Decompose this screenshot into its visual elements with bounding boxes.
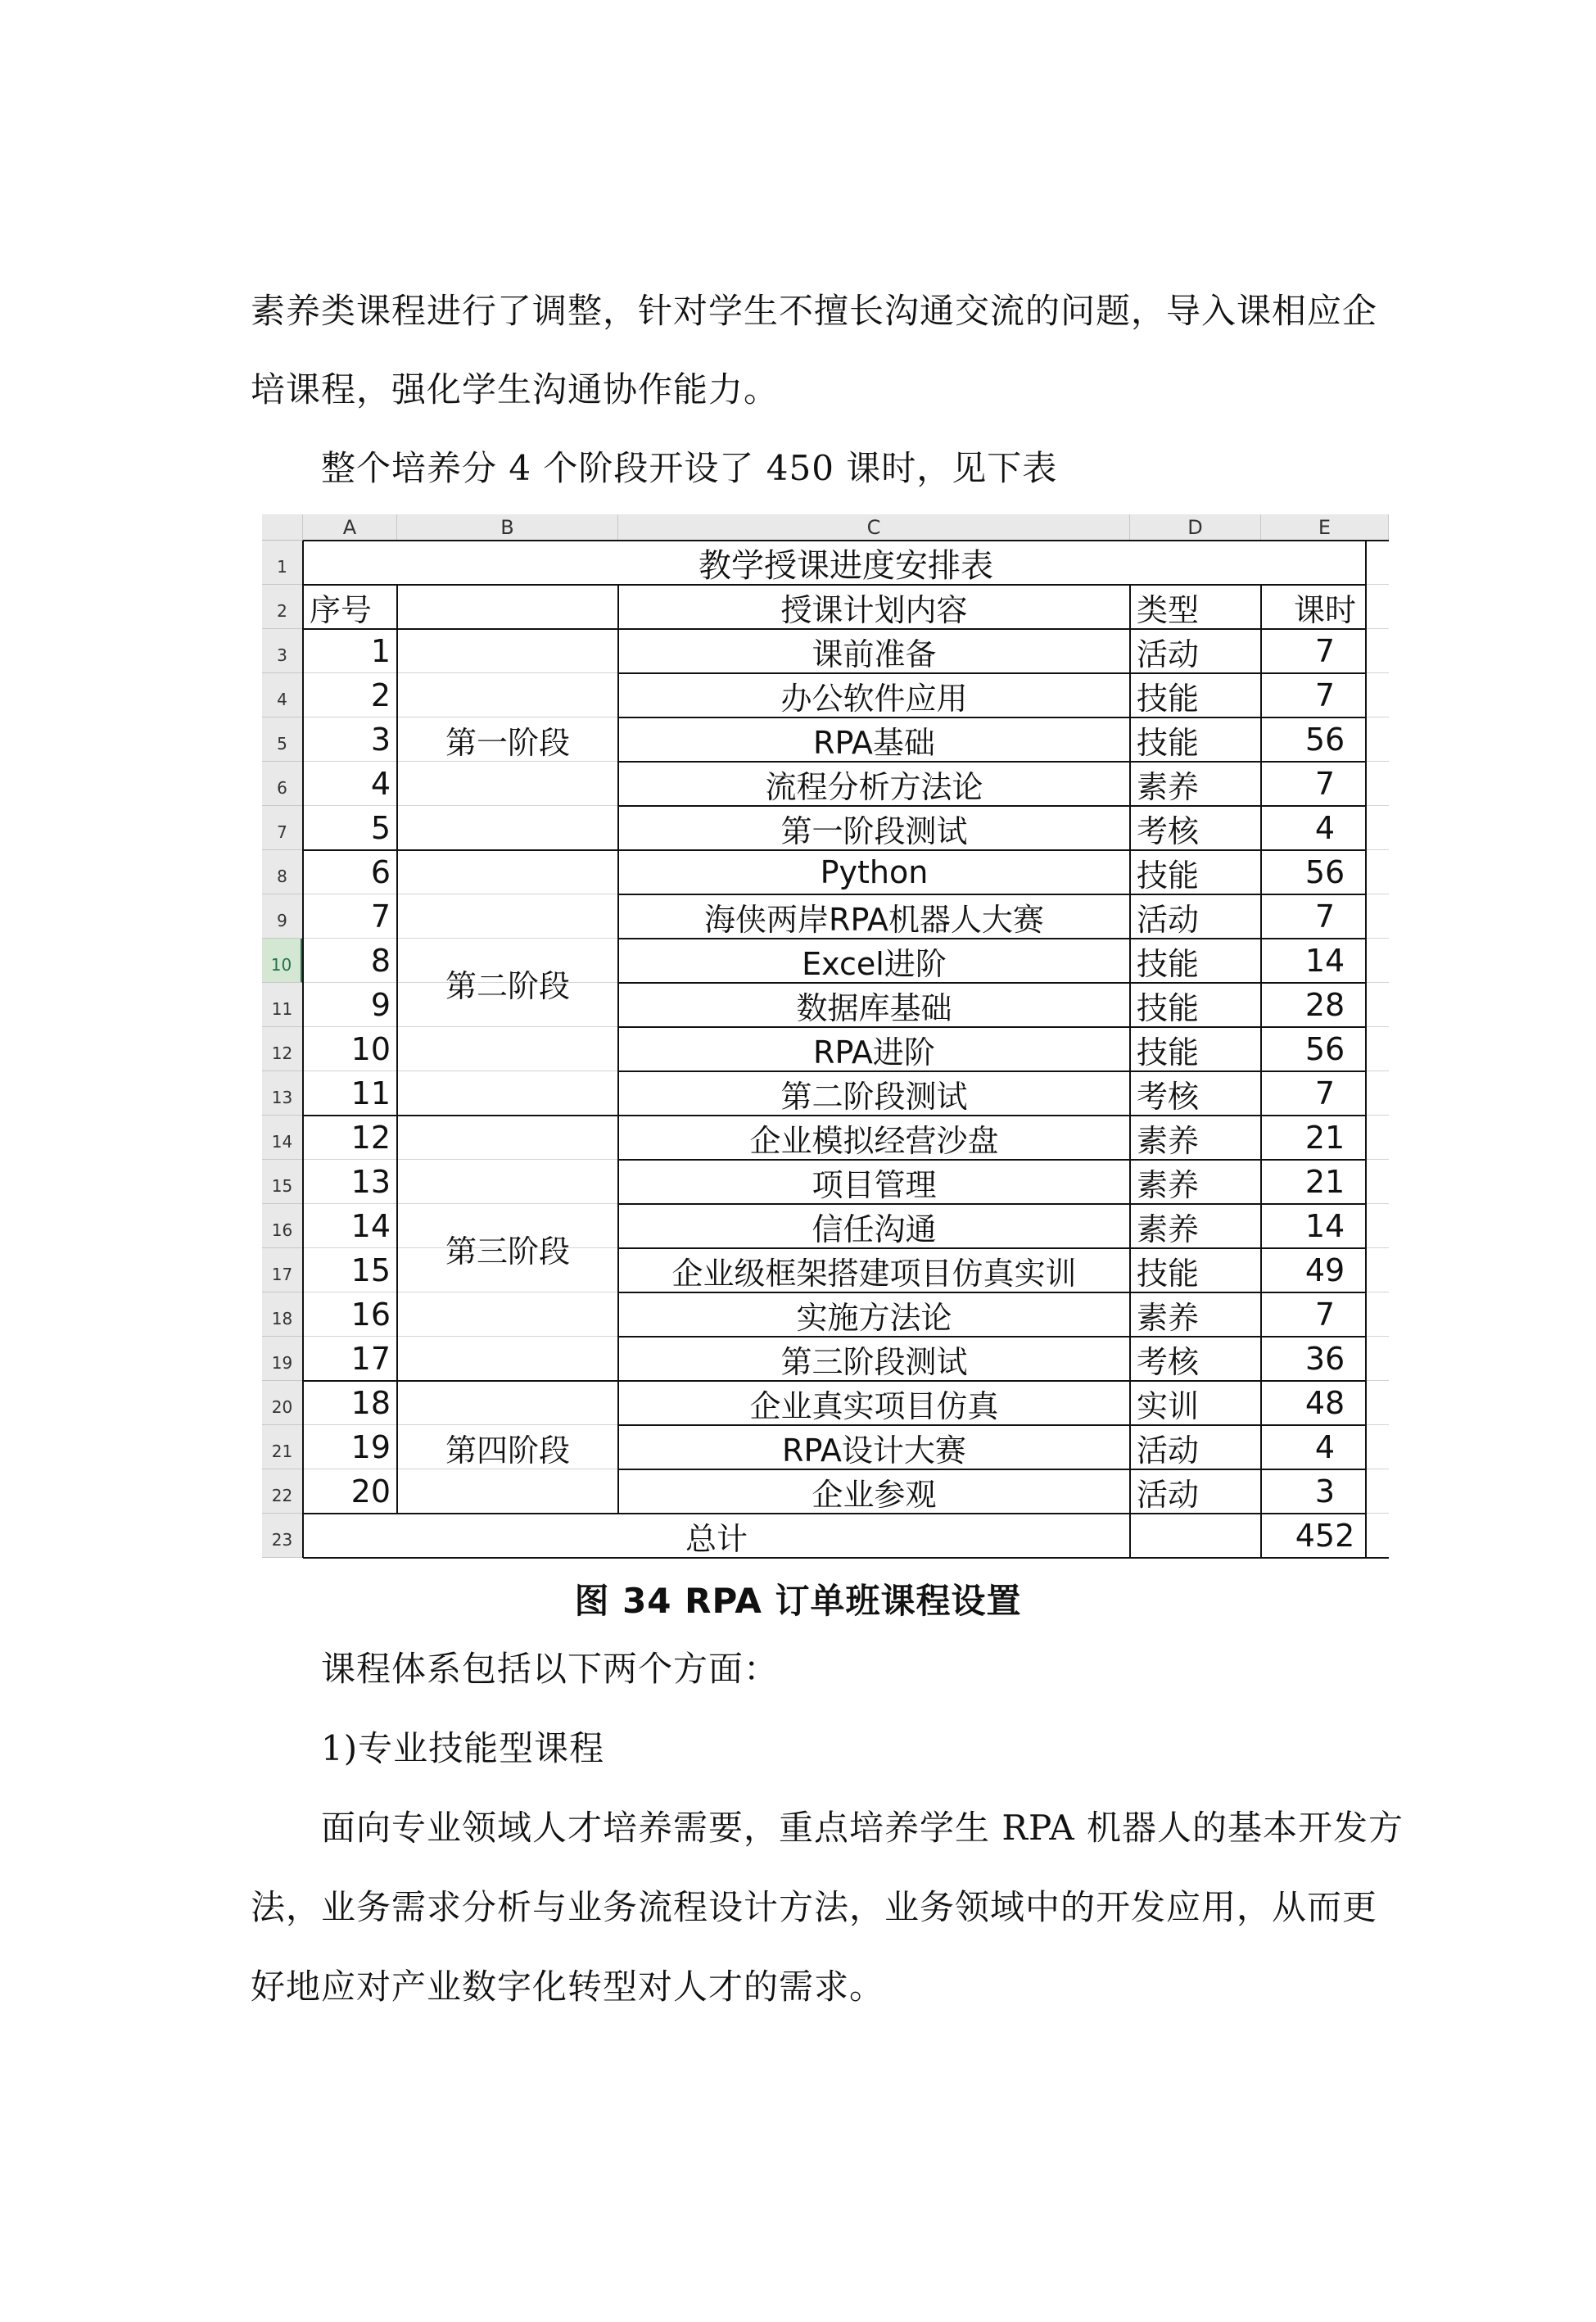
cell-type: 技能 — [1137, 680, 1200, 717]
cell-type: 活动 — [1137, 1432, 1200, 1469]
row-header-3[interactable]: 3 — [262, 629, 303, 673]
cell-type: 实训 — [1137, 1387, 1200, 1424]
course-schedule-spreadsheet — [262, 514, 1389, 1564]
cell-type: 技能 — [1137, 1255, 1200, 1292]
cell-hours: 4 — [1314, 810, 1336, 846]
cell-content: 办公软件应用 — [780, 680, 968, 717]
cell-hours: 56 — [1304, 1031, 1345, 1067]
row-header-7[interactable]: 7 — [262, 806, 303, 850]
row-header-22[interactable]: 22 — [262, 1469, 303, 1514]
table-border-h — [618, 1424, 1366, 1426]
row-header-18[interactable]: 18 — [262, 1292, 303, 1337]
table-border-v — [396, 585, 398, 1514]
cell-type: 技能 — [1137, 989, 1200, 1026]
row-header-4[interactable]: 4 — [262, 673, 303, 717]
row-header-19[interactable]: 19 — [262, 1337, 303, 1381]
cell-seq: 9 — [370, 987, 391, 1023]
cell-type: 素养 — [1137, 1166, 1200, 1203]
cell-type: 考核 — [1137, 1078, 1200, 1115]
row-header-8[interactable]: 8 — [262, 850, 303, 894]
table-border-h — [618, 1292, 1366, 1293]
cell-content: RPA基础 — [813, 724, 935, 761]
table-border-h — [618, 672, 1366, 674]
cell-type: 技能 — [1137, 1034, 1200, 1070]
cell-content: 海侠两岸RPA机器人大赛 — [704, 901, 1044, 938]
cell-seq: 8 — [370, 943, 391, 979]
cell-content: Python — [820, 854, 929, 890]
cell-content: 企业真实项目仿真 — [749, 1387, 999, 1424]
table-border-h — [303, 1115, 618, 1116]
row-header-1[interactable]: 1 — [262, 541, 303, 585]
table-border-h — [618, 849, 1366, 851]
cell-content: 企业级框架搭建项目仿真实训 — [671, 1255, 1077, 1292]
cell-content: 流程分析方法论 — [765, 768, 983, 805]
sheet-title: 教学授课进度安排表 — [699, 546, 993, 585]
row-header-5[interactable]: 5 — [262, 717, 303, 762]
stage-label-4: 第四阶段 — [445, 1432, 570, 1469]
table-border-v — [617, 585, 619, 1514]
stage-label-2: 第二阶段 — [445, 967, 570, 1004]
row-header-17[interactable]: 17 — [262, 1248, 303, 1292]
table-border-h — [618, 717, 1366, 718]
table-border-h — [303, 584, 1366, 586]
cell-content: 数据库基础 — [796, 989, 952, 1026]
cell-seq: 7 — [370, 898, 391, 935]
table-border-h — [303, 1380, 618, 1382]
cell-content: 第二阶段测试 — [780, 1078, 968, 1115]
bottom-paragraph-line-1: 课程体系包括以下两个方面： — [251, 1649, 780, 1689]
table-border-h — [303, 849, 618, 851]
cell-seq: 16 — [350, 1297, 391, 1333]
row-header-9[interactable]: 9 — [262, 894, 303, 939]
cell-type: 技能 — [1137, 945, 1200, 982]
cell-content: 项目管理 — [812, 1166, 937, 1203]
cell-type: 考核 — [1137, 1343, 1200, 1380]
cell-hours: 7 — [1314, 1075, 1336, 1111]
cell-seq: 4 — [370, 766, 391, 802]
cell-seq: 20 — [350, 1473, 391, 1510]
cell-hours: 56 — [1304, 722, 1345, 758]
top-paragraph-line-2: 培课程，强化学生沟通协作能力。 — [251, 369, 780, 410]
cell-hours: 14 — [1304, 943, 1345, 979]
table-border-v — [1365, 541, 1367, 1558]
row-header-20[interactable]: 20 — [262, 1381, 303, 1425]
row-header-11[interactable]: 11 — [262, 983, 303, 1027]
table-border-h — [303, 540, 1389, 541]
figure-caption: 图 34 RPA 订单班课程设置 — [574, 1581, 1022, 1621]
bottom-paragraph-line-4: 法，业务需求分析与业务流程设计方法，业务领域中的开发应用，从而更 — [251, 1887, 1378, 1927]
cell-hours: 3 — [1314, 1473, 1336, 1510]
cell-content: 企业模拟经营沙盘 — [749, 1122, 999, 1159]
header-hours: 课时 — [1293, 591, 1356, 628]
cell-type: 素养 — [1137, 1299, 1200, 1336]
cell-type: 素养 — [1137, 768, 1200, 805]
cell-seq: 10 — [350, 1031, 391, 1067]
select-all-corner[interactable] — [262, 514, 303, 541]
table-border-h — [618, 1247, 1366, 1249]
row-header-14[interactable]: 14 — [262, 1116, 303, 1160]
column-header-c[interactable]: C — [618, 514, 1130, 541]
column-header-d[interactable]: D — [1130, 514, 1261, 541]
cell-content: 实施方法论 — [796, 1299, 952, 1336]
table-border-h — [618, 1115, 1366, 1116]
table-border-v — [302, 541, 304, 1558]
top-paragraph-line-3: 整个培养分 4 个阶段开设了 450 课时，见下表 — [251, 448, 1058, 488]
cell-content: RPA进阶 — [813, 1034, 935, 1070]
table-border-h — [618, 1203, 1366, 1205]
cell-hours: 7 — [1314, 898, 1336, 935]
table-border-h — [303, 1513, 618, 1514]
cell-hours: 7 — [1314, 1297, 1336, 1333]
cell-type: 技能 — [1137, 724, 1200, 761]
cell-type: 活动 — [1137, 1476, 1200, 1513]
row-header-13[interactable]: 13 — [262, 1071, 303, 1116]
cell-seq: 5 — [370, 810, 391, 846]
cell-hours: 21 — [1304, 1120, 1345, 1156]
cell-type: 考核 — [1137, 812, 1200, 849]
cell-hours: 7 — [1314, 677, 1336, 713]
cell-seq: 11 — [350, 1075, 391, 1111]
total-label: 总计 — [685, 1520, 748, 1557]
stage-label-3: 第三阶段 — [445, 1233, 570, 1270]
cell-seq: 12 — [350, 1120, 391, 1156]
cell-hours: 21 — [1304, 1164, 1345, 1200]
header-seq: 序号 — [310, 591, 373, 628]
table-border-h — [618, 761, 1366, 763]
table-border-h — [618, 938, 1366, 939]
bottom-paragraph-line-2: 1)专业技能型课程 — [251, 1728, 605, 1768]
table-border-h — [618, 1469, 1366, 1470]
column-header-b[interactable]: B — [397, 514, 618, 541]
column-header-a[interactable]: A — [303, 514, 397, 541]
table-border-h — [618, 894, 1366, 895]
cell-seq: 1 — [370, 633, 391, 669]
cell-hours: 48 — [1304, 1385, 1345, 1421]
row-header-16[interactable]: 16 — [262, 1204, 303, 1248]
cell-content: 第三阶段测试 — [780, 1343, 968, 1380]
table-border-h — [618, 1380, 1366, 1382]
cell-seq: 14 — [350, 1208, 391, 1244]
cell-hours: 49 — [1304, 1252, 1345, 1288]
cell-seq: 13 — [350, 1164, 391, 1200]
cell-hours: 36 — [1304, 1341, 1345, 1377]
row-header-12[interactable]: 12 — [262, 1027, 303, 1071]
cell-type: 活动 — [1137, 636, 1200, 672]
cell-hours: 7 — [1314, 633, 1336, 669]
row-header-23[interactable]: 23 — [262, 1514, 303, 1558]
cell-seq: 2 — [370, 677, 391, 713]
cell-seq: 15 — [350, 1252, 391, 1288]
cell-type: 素养 — [1137, 1122, 1200, 1159]
table-border-h — [618, 1336, 1366, 1338]
cell-seq: 19 — [350, 1429, 391, 1465]
cell-type: 素养 — [1137, 1211, 1200, 1247]
row-header-6[interactable]: 6 — [262, 762, 303, 806]
cell-hours: 4 — [1314, 1429, 1336, 1465]
cell-content: 课前准备 — [812, 636, 937, 672]
header-type: 类型 — [1137, 591, 1200, 628]
row-header-15[interactable]: 15 — [262, 1160, 303, 1204]
cell-seq: 18 — [350, 1385, 391, 1421]
row-header-10[interactable]: 10 — [262, 939, 303, 983]
bottom-paragraph-line-5: 好地应对产业数字化转型对人才的需求。 — [251, 1967, 885, 2007]
cell-seq: 3 — [370, 722, 391, 758]
cell-type: 活动 — [1137, 901, 1200, 938]
column-header-e[interactable]: E — [1261, 514, 1389, 541]
bottom-paragraph-line-3: 面向专业领域人才培养需要，重点培养学生 RPA 机器人的基本开发方 — [251, 1808, 1404, 1848]
cell-content: RPA设计大赛 — [782, 1432, 966, 1469]
cell-hours: 14 — [1304, 1208, 1345, 1244]
cell-hours: 56 — [1304, 854, 1345, 890]
cell-hours: 28 — [1304, 987, 1345, 1023]
row-header-2[interactable]: 2 — [262, 585, 303, 629]
cell-hours: 7 — [1314, 766, 1336, 802]
row-header-21[interactable]: 21 — [262, 1425, 303, 1469]
total-hours: 452 — [1295, 1518, 1355, 1554]
cell-content: Excel进阶 — [802, 945, 947, 982]
table-border-h — [618, 805, 1366, 807]
stage-label-1: 第一阶段 — [445, 724, 570, 761]
cell-content: 信任沟通 — [812, 1211, 937, 1247]
cell-type: 技能 — [1137, 857, 1200, 894]
table-border-h — [303, 628, 1366, 630]
top-paragraph-line-1: 素养类课程进行了调整，针对学生不擅长沟通交流的问题，导入课相应企 — [251, 291, 1378, 331]
table-border-h — [303, 1557, 1389, 1559]
table-border-h — [618, 1026, 1366, 1028]
cell-seq: 17 — [350, 1341, 391, 1377]
cell-content: 第一阶段测试 — [780, 812, 968, 849]
table-border-h — [618, 1513, 1366, 1514]
cell-content: 企业参观 — [812, 1476, 937, 1513]
table-border-h — [618, 1070, 1366, 1072]
cell-seq: 6 — [370, 854, 391, 890]
table-border-h — [618, 1159, 1366, 1161]
table-border-h — [618, 982, 1366, 984]
header-content: 授课计划内容 — [780, 591, 968, 628]
